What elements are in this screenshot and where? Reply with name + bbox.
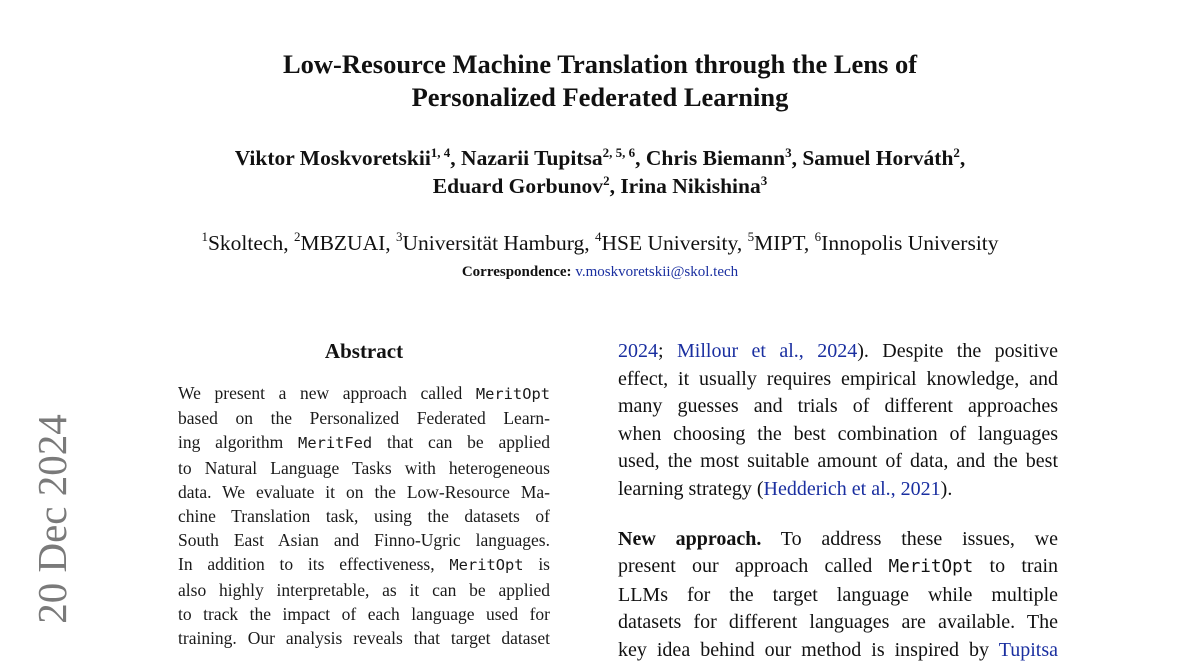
body-line: datasets for different languages are available. The [618,611,1058,634]
author-affil-sup: 3 [760,173,768,188]
arxiv-date-stamp [27,414,77,624]
affil-sup: 2 [293,229,301,244]
affil-name: HSE University, [601,231,748,255]
citation-link[interactable]: Tupitsa [998,638,1058,661]
method-name-code: MeritOpt [475,385,550,403]
author-name: Nazarii Tupitsa [461,146,603,170]
affil-sup: 4 [595,229,602,244]
body-column-right [618,338,1058,665]
body-line: LLMs for the target language while multiple [618,583,1058,606]
correspondence-email-link[interactable]: v.moskvoretskii@skol.tech [575,264,739,280]
paragraph-gap [618,504,1058,526]
text: ). [940,477,953,500]
method-name-code: MeritFed [298,434,373,453]
author-affil-sup: 1, 4 [430,145,451,160]
text: ing algorithm [178,432,299,453]
title-line-2: Personalized Federated Learning [411,82,789,112]
citation-link[interactable]: 2024 [618,340,658,362]
affil-name: Skoltech, [207,231,294,255]
affil-sup: 1 [201,229,208,244]
text: To address these issues, we [761,527,1059,550]
body-line: used, the most suitable amount of data, and the best [618,450,1058,473]
affiliation-list [120,229,1080,257]
title-line-1: Low-Resource Machine Translation through the Lens of [282,49,918,79]
abstract-line: data. We evaluate it on the Low-Resource Ma- [178,481,550,502]
text: present our approach called [618,555,889,578]
citation-link[interactable]: Hedderich et al., 2021 [763,477,941,500]
abstract-line [178,381,550,406]
text: is [523,554,550,575]
author-line-2: Eduard Gorbunov$^2$, Irina Nikishina$^3$ [432,173,768,198]
abstract-line: also highly interpretable, as it can be applied [178,579,550,600]
text: key idea behind our method is inspired by [618,638,999,661]
affil-sup: 5 [747,229,755,244]
text: to train [973,555,1058,578]
text: learning strategy ( [618,477,764,500]
abstract-line: based on the Personalized Federated Learn- [178,408,550,429]
author-affil-sup: 2 [603,173,610,188]
abstract-line: to Natural Language Tasks with heterogeneous [178,457,550,478]
body-line [618,553,1058,582]
text: ). Despite the positive [857,340,1058,362]
citation-link[interactable]: Millour et al., 2024 [676,340,858,362]
paper-title [150,48,1050,114]
author-affil-sup: 2, 5, 6 [602,145,636,160]
body-line [618,338,1058,366]
abstract-line: training. Our analysis reveals that target dataset [178,628,550,649]
correspondence-label: Correspondence: [461,264,572,280]
affil-name: MIPT, [754,231,815,255]
text: ; [658,340,677,362]
abstract-line: chine Translation task, using the datasets of [178,506,550,527]
body-line: when choosing the best combination of languages [618,422,1058,445]
body-line [618,637,1058,665]
paragraph-heading: New approach. [618,527,762,550]
affil-name: MBZUAI, [300,231,397,255]
author-name: Viktor Moskvoretskii [234,146,431,170]
text: We present a new approach called [178,383,476,403]
abstract-body [178,381,550,650]
method-name-code: MeritOpt [888,557,974,578]
abstract-line [178,552,550,577]
correspondence [150,262,1050,282]
author-affil-sup: 3 [785,145,792,160]
body-line [618,476,1058,504]
body-line: effect, it usually requires empirical knowledge, and [618,367,1058,390]
arxiv-date-text: 20 Dec 2024 [29,414,75,624]
author-line-1: Viktor Moskvoretskii$^{1, 4}$, Nazarii Tupitsa$^{2, 5, 6}$, Chris Biemann$^3$, Samuel Horváth$^2$, [234,145,966,170]
body-line: many guesses and trials of different approaches [618,395,1058,418]
abstract-line: to track the impact of each language used for [178,603,550,624]
author-name: Eduard Gorbunov [432,174,604,198]
abstract-line [178,430,550,455]
affil-name: Innopolis University [821,231,999,255]
author-name: Chris Biemann [645,146,786,170]
abstract-line: South East Asian and Finno-Ugric languages. [178,530,550,551]
author-affil-sup: 2 [953,145,960,160]
affil-name: Universität Hamburg, [402,231,595,255]
method-name-code: MeritOpt [449,556,524,575]
author-list [150,144,1050,200]
affil-sup: 3 [396,229,403,244]
abstract-heading: Abstract [324,339,404,363]
body-line [618,526,1058,554]
text: that can be applied [372,432,551,453]
author-name: Samuel Horváth [802,146,954,170]
text: In addition to its effectiveness, [178,554,450,575]
author-name: Irina Nikishina [620,174,761,198]
affil-sup: 6 [814,229,822,244]
